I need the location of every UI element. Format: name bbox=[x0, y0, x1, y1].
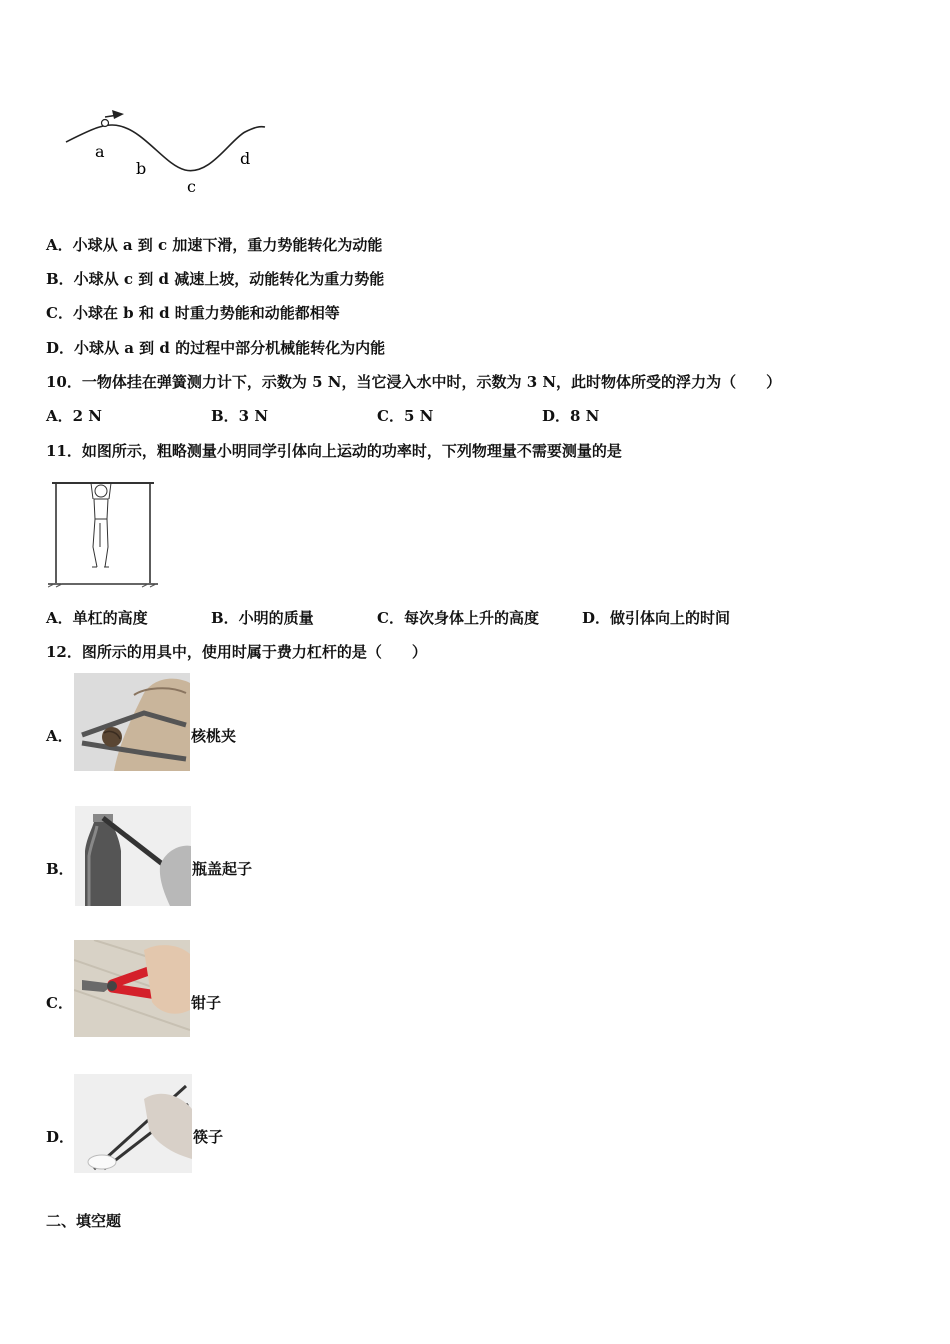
q12-option-a-letter: A． bbox=[46, 727, 73, 745]
pullup-figure bbox=[48, 475, 158, 590]
q11-option-d: D．做引体向上的时间 bbox=[582, 609, 731, 627]
walnut-cracker-photo bbox=[74, 673, 190, 771]
person-icon bbox=[91, 483, 111, 567]
chopsticks-photo bbox=[74, 1074, 192, 1173]
q12-option-d-letter: D． bbox=[46, 1128, 75, 1146]
q11-option-a: A．单杠的高度 bbox=[46, 609, 148, 627]
q10-option-a: A．2 N bbox=[46, 407, 103, 425]
q9-option-c: C．小球在 b 和 d 时重力势能和动能都相等 bbox=[46, 304, 340, 322]
q12-option-b-caption: 瓶盖起子 bbox=[192, 860, 253, 878]
q9-option-b: B．小球从 c 到 d 减速上坡，动能转化为重力势能 bbox=[46, 270, 385, 288]
q12-option-a-caption: 核桃夹 bbox=[191, 727, 237, 745]
q11-option-b: B．小明的质量 bbox=[211, 609, 314, 627]
q10-option-b: B．3 N bbox=[211, 407, 269, 425]
q10-option-d: D．8 N bbox=[542, 407, 600, 425]
q11-stem: 11．如图所示，粗略测量小明同学引体向上运动的功率时，下列物理量不需要测量的是 bbox=[46, 442, 622, 460]
q9-option-d: D．小球从 a 到 d 的过程中部分机械能转化为内能 bbox=[46, 339, 386, 357]
arrow-head-icon bbox=[112, 110, 124, 119]
q11-option-c: C．每次身体上升的高度 bbox=[377, 609, 539, 627]
q12-option-b-letter: B． bbox=[46, 860, 74, 878]
q9-option-a: A．小球从 a 到 c 加速下滑，重力势能转化为动能 bbox=[46, 236, 383, 254]
label-c: c bbox=[187, 177, 196, 196]
section-title: 二、填空题 bbox=[46, 1212, 122, 1230]
q10-option-c: C．5 N bbox=[377, 407, 434, 425]
label-b: b bbox=[136, 159, 147, 178]
q12-option-c-caption: 钳子 bbox=[191, 994, 222, 1012]
label-d: d bbox=[240, 149, 251, 168]
q12-option-c-letter: C． bbox=[46, 994, 73, 1012]
track-figure bbox=[60, 100, 275, 200]
ball bbox=[102, 120, 109, 127]
label-a: a bbox=[95, 142, 105, 161]
q10-stem: 10．一物体挂在弹簧测力计下，示数为 5 N，当它浸入水中时，示数为 3 N，此时物体所受的浮力为（ ） bbox=[46, 373, 782, 391]
q12-option-d-caption: 筷子 bbox=[193, 1128, 224, 1146]
q12-stem: 12．图所示的用具中，使用时属于费力杠杆的是（ ） bbox=[46, 643, 427, 661]
bottle-opener-photo bbox=[75, 806, 191, 906]
pliers-photo bbox=[74, 940, 190, 1037]
